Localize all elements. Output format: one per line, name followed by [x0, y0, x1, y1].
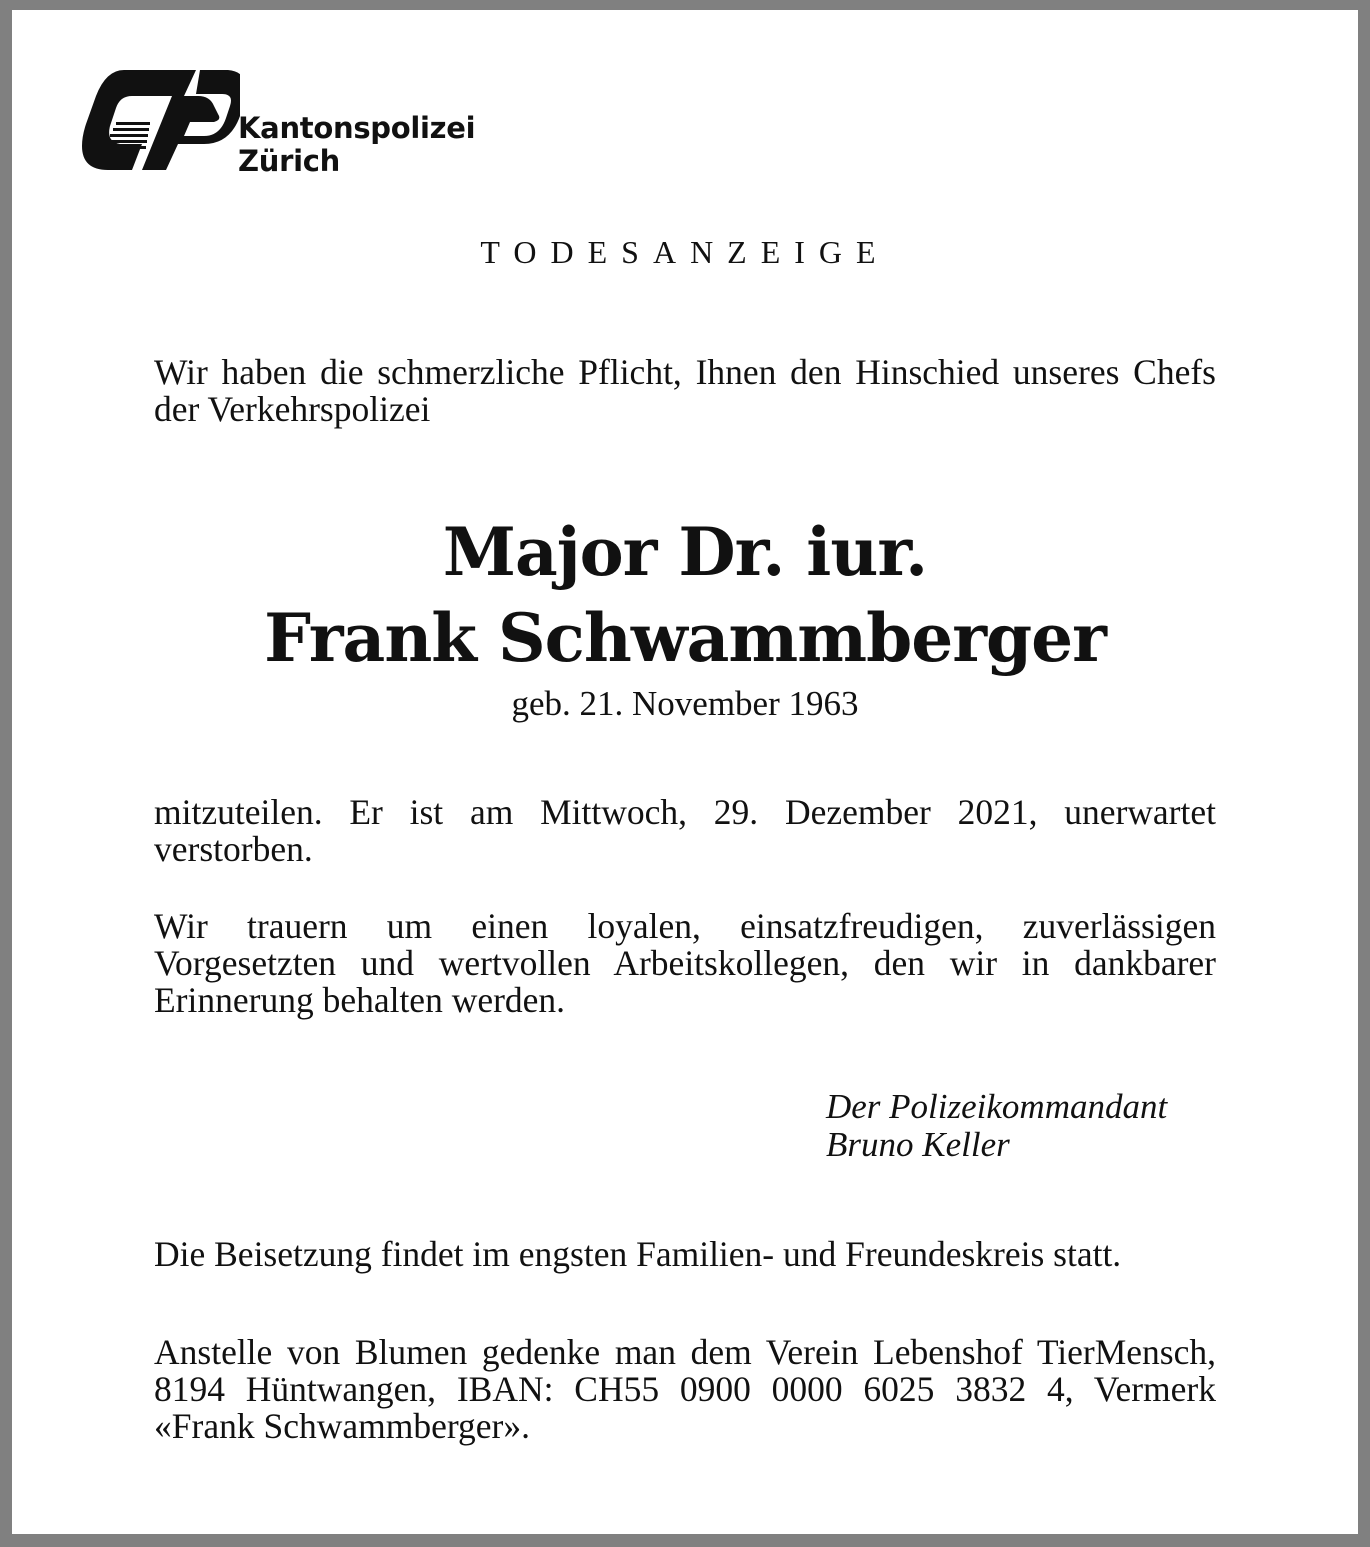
intro-paragraph: Wir haben die schmerzliche Pflicht, Ihnen den Hinschied unseres Chefs der Verkehrspolizei [154, 352, 1216, 429]
logo-line-2: Zürich [238, 144, 340, 178]
deceased-name-line-2: Frank Schwammberger [264, 599, 1106, 677]
kantonspolizei-logo [80, 66, 520, 186]
donation-paragraph: Anstelle von Blumen gedenke man dem Verein Lebenshof TierMensch, 8194 Hüntwangen, IBAN: CH55 0900 0000 6025 3832 4, Vermerk «Frank Schwammberger». [154, 1332, 1216, 1446]
logo-text [238, 112, 475, 178]
burial-paragraph: Die Beisetzung findet im engsten Familien- und Freundeskreis statt. [154, 1234, 1122, 1274]
obituary-page [12, 10, 1358, 1534]
deceased-name-line-1: Major Dr. iur. [442, 513, 928, 591]
birth-date: geb. 21. November 1963 [511, 684, 859, 723]
signature-title: Der Polizeikommandant [826, 1087, 1168, 1126]
tribute-paragraph: Wir trauern um einen loyalen, einsatzfreudigen, zuverlässigen Vorgesetzten und wertvollen Arbeitskollegen, den wir in dankbarer Erinnerung behalten werden. [154, 906, 1216, 1020]
logo-line-1: Kantonspolizei [238, 111, 476, 145]
kapo-emblem-icon [80, 66, 240, 182]
signature-name: Bruno Keller [826, 1125, 1010, 1164]
death-paragraph: mitzuteilen. Er ist am Mittwoch, 29. Dezember 2021, unerwartet verstorben. [154, 792, 1216, 869]
notice-heading: TODESANZEIGE [480, 234, 890, 270]
